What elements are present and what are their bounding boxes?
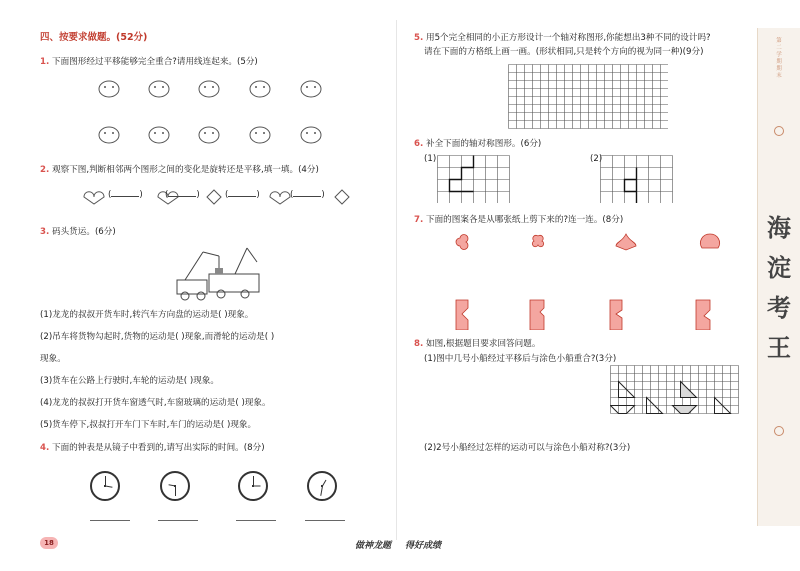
question-text: 下面的图案各是从哪张纸上剪下来的?连一连。(8分) (425, 215, 624, 225)
q2-blank[interactable]: ( ) (108, 190, 143, 200)
q2-blank[interactable]: ( ) (290, 190, 325, 200)
face-shape (99, 81, 119, 97)
clock-hand (105, 486, 112, 488)
question-number: 6. (414, 139, 424, 149)
question-text: 用5个完全相同的小正方形设计一个轴对称图形,你能想出3种不同的设计吗? (425, 33, 711, 43)
heart-shape (84, 192, 104, 204)
section-title: 四、按要求做题。(52分) (40, 32, 148, 43)
question-5 (414, 32, 711, 44)
clock-face (307, 471, 337, 501)
clock-hand (169, 484, 176, 486)
question-number: 1. (40, 57, 50, 67)
question-3 (40, 226, 116, 238)
sidebar-title: 海 淀 考 王 (767, 213, 791, 362)
q3-line-1: (1)龙龙的叔叔开货车时,转汽车方向盘的运动是( )现象。 (40, 310, 254, 320)
question-7 (414, 214, 623, 226)
paper-half-3[interactable] (610, 300, 622, 330)
question-number: 3. (40, 227, 50, 237)
paper-half-4[interactable] (696, 300, 710, 330)
q2-blank[interactable]: ( ) (165, 190, 200, 200)
question-text: 下面的钟表是从镜子中看到的,请写出实际的时间。(8分) (51, 443, 265, 453)
answer-line[interactable] (158, 520, 198, 521)
page-divider (396, 20, 397, 540)
paper-half-1[interactable] (456, 300, 468, 330)
question-6 (414, 138, 541, 150)
clock-face (160, 471, 190, 501)
q6-grid-2[interactable] (600, 155, 676, 203)
face-shape (301, 81, 321, 97)
cargo-box (215, 268, 223, 274)
circle-mark (774, 126, 784, 136)
clock-face (90, 471, 120, 501)
question-number: 5. (414, 33, 424, 43)
q3-line-6: (5)货车停下,叔叔打开车门下车时,车门的运动是( )现象。 (40, 420, 257, 430)
question-4 (40, 442, 265, 454)
crane-base (209, 274, 259, 292)
question-number: 8. (414, 339, 424, 349)
q6-label-2: (2) (590, 154, 603, 164)
q3-line-5: (4)龙龙的叔叔打开货车窗透气时,车窗玻璃的运动是( )现象。 (40, 398, 271, 408)
q3-line-3: 现象。 (40, 354, 66, 364)
q3-line-2: (2)吊车将货物勾起时,货物的运动是( )现象,而滑轮的运动是( ) (40, 332, 275, 342)
crane-truck-illustration (175, 242, 265, 302)
clock-face (238, 471, 268, 501)
q5-grid-paper[interactable] (508, 64, 668, 130)
heart-shape (207, 190, 221, 204)
question-text: 码头货运。(6分) (51, 227, 116, 237)
question-number: 7. (414, 215, 424, 225)
answer-line[interactable] (236, 520, 276, 521)
question-5-line-2: 请在下面的方格纸上画一画。(形状相同,只是转个方向的视为同一种)(9分) (424, 47, 704, 57)
heart-shape (270, 192, 290, 204)
q1-faces (95, 77, 335, 147)
spade-cutout[interactable] (616, 234, 636, 250)
q6-grid-1[interactable] (437, 155, 513, 203)
clock-hand (105, 476, 106, 486)
club-cutout[interactable] (532, 235, 543, 246)
paper-half-2[interactable] (530, 300, 544, 330)
q8-boat-grid (610, 365, 744, 415)
flower-cutout[interactable] (456, 235, 468, 250)
footer-slogan-2: 得好成绩 (405, 541, 442, 551)
clock-hand (175, 486, 176, 496)
q8-subquestion-1: (1)图中几号小船经过平移后与涂色小船重合?(3分) (424, 354, 617, 364)
question-2 (40, 164, 319, 176)
question-text: 如图,根据题目要求回答问题。 (425, 339, 541, 349)
face-shape (199, 127, 219, 143)
sidebar-strip-text: 第 二 学 期 期 末 (776, 38, 782, 79)
q3-line-4: (3)货车在公路上行驶时,车轮的运动是( )现象。 (40, 376, 220, 386)
q8-subquestion-2: (2)2号小船经过怎样的运动可以与涂色小船对称?(3分) (424, 443, 631, 453)
q2-blank[interactable]: ( ) (225, 190, 260, 200)
question-number: 2. (40, 165, 50, 175)
question-text: 下面图形经过平移能够完全重合?请用线连起来。(5分) (51, 57, 258, 67)
q7-shapes (450, 230, 740, 330)
clock-hand (254, 486, 261, 487)
heart-shape (335, 190, 349, 204)
face-shape (301, 127, 321, 143)
clock-hand (322, 480, 326, 487)
question-text: 补全下面的轴对称图形。(6分) (425, 139, 542, 149)
page-number: 18 (40, 537, 58, 549)
q6-label-1: (1) (424, 154, 437, 164)
question-text: 观察下图,判断相邻两个图形之间的变化是旋转还是平移,填一填。(4分) (51, 165, 319, 175)
answer-line[interactable] (305, 520, 345, 521)
clock-hand (253, 476, 254, 486)
footer-slogan-1: 做神龙题 (355, 541, 392, 551)
clock-hand (320, 486, 323, 496)
face-shape (149, 81, 169, 97)
sidebar (757, 28, 800, 526)
circle-mark (774, 426, 784, 436)
face-shape (250, 127, 270, 143)
face-shape (99, 127, 119, 143)
face-shape (250, 81, 270, 97)
question-8 (414, 338, 540, 350)
face-shape (149, 127, 169, 143)
answer-line[interactable] (90, 520, 130, 521)
bell-cutout[interactable] (700, 234, 719, 248)
face-shape (199, 81, 219, 97)
question-number: 4. (40, 443, 50, 453)
question-1 (40, 56, 258, 68)
boat-shape (707, 398, 731, 416)
